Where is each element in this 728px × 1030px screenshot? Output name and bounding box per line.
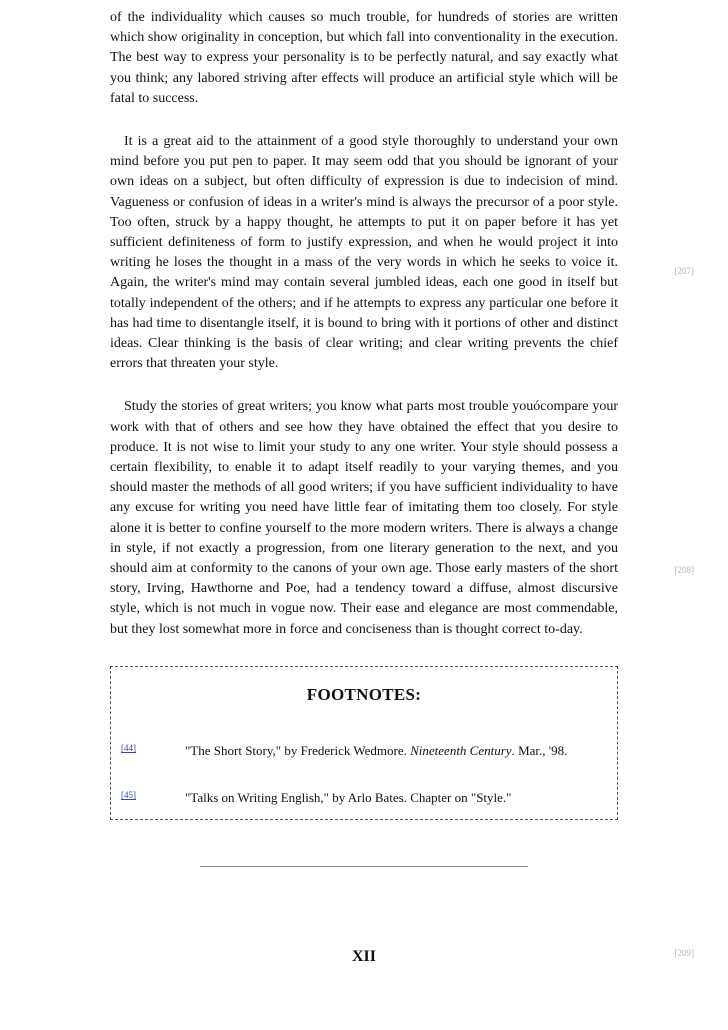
paragraph-2: It is a great aid to the attainment of a good style thoroughly to understand your own mind before you put pen to paper. It may seem odd that you should be ignorant of your own ideas on a subject, but often difficulty of expression is due to indecision of mind. Vagueness or confusion of ideas in a writer's mind is always the precursor of a poor style. Too often, struck by a happy thought, he attempts to put it on paper before it has yet sufficient definiteness of form to justify expression, and when he would project it into writing he loses the thought in a mass of the very words in which he seeks to voice it. Again, the writer's mind may contain several jumbled ideas, each one good in itself but totally independent of the others; and if he attempts to express any particular one before it has had time to disentangle itself, it is bound to bring with it portions of other and distinct ideas. Clear thinking is the basis of clear writing; and clear writing prevents the chief errors that threaten your style. <box>110 134 618 372</box>
page-number-209: [209] <box>674 948 694 958</box>
footnote-44-part-1: "The Short Story," by Frederick Wedmore. <box>185 743 411 758</box>
footnote-44-italic: Nineteenth Century <box>410 743 512 758</box>
page-number-208: [208] <box>674 565 694 575</box>
footnotes-box <box>110 666 618 820</box>
footnote-ref-45[interactable]: [45] <box>121 790 136 800</box>
section-divider <box>200 866 528 867</box>
footnote-text-44 <box>121 741 591 761</box>
chapter-heading: XII <box>351 948 376 965</box>
paragraph-1: of the individuality which causes so much trouble, for hundreds of stories are written which show originality in conception, but which fall into conventionality in the execution. The best way to express your personality is to be perfectly natural, and say exactly what you think; any labored striving after effects will produce an artificial style which will be fatal to success. <box>110 10 618 106</box>
footnote-44-part-2: . Mar., '98. <box>511 743 568 758</box>
footnote-45 <box>121 788 591 808</box>
footnote-45-part-1: "Talks on Writing English," by Arlo Bates. Chapter on "Style." <box>185 790 512 805</box>
footnote-text-45 <box>121 788 591 808</box>
footnote-ref-44[interactable]: [44] <box>121 743 136 753</box>
footnotes-title: FOOTNOTES: <box>306 685 422 704</box>
main-text <box>110 8 618 663</box>
page-number-207: [207] <box>674 266 694 276</box>
footnote-44 <box>121 741 591 761</box>
paragraph-3: Study the stories of great writers; you know what parts most trouble youócompare your work with that of others and see how they have obtained the effect that you desire to produce. It is not wise to limit your study to any one writer. Your style should possess a certain flexibility, to enable it to adapt itself readily to your varying themes, and you should master the methods of all good writers; if you have sufficient individuality to have any excuse for writing you need have little fear of imitating them too closely. For style alone it is better to confine yourself to the more modern writers. There is always a change in style, if not exactly a progression, from one literary generation to the next, and you should aim at conformity to the canons of your own age. Those early masters of the short story, Irving, Hawthorne and Poe, had a tendency toward a diffuse, almost discursive style, which is not much in vogue now. Their ease and elegance are most commendable, but they lost somewhat more in force and conciseness than is thought correct to-day. <box>110 399 618 637</box>
